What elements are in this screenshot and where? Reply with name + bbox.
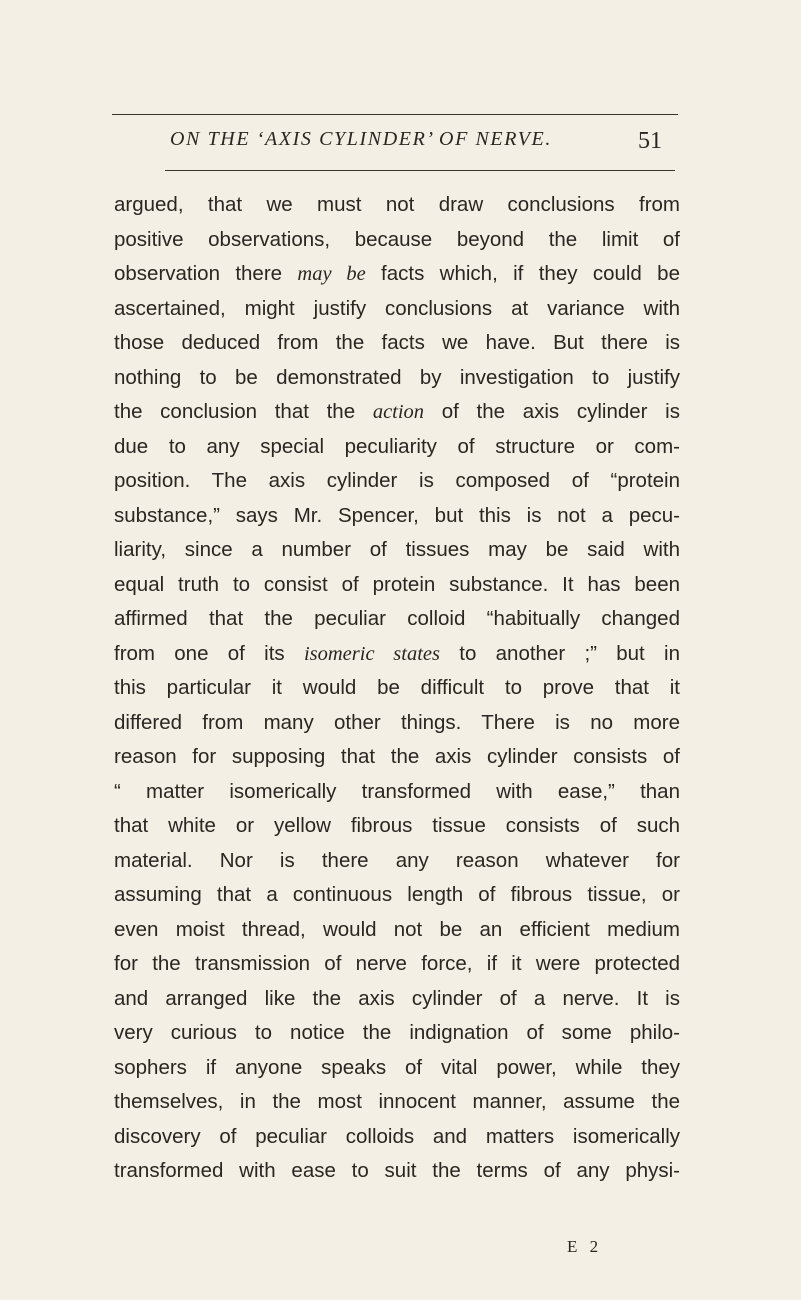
signature-mark: E 2 bbox=[567, 1237, 603, 1256]
text-line bbox=[114, 1154, 680, 1189]
text-segment: due to any special peculiarity of structure or com- bbox=[114, 434, 680, 458]
text-segment: from one of its bbox=[114, 641, 304, 665]
text-line bbox=[114, 913, 680, 948]
header-rule-top bbox=[112, 114, 678, 115]
text-line bbox=[114, 223, 680, 258]
text-segment: that white or yellow fibrous tissue consists of such bbox=[114, 814, 680, 837]
text-line bbox=[114, 671, 680, 706]
text-line bbox=[114, 533, 680, 568]
text-line bbox=[114, 568, 680, 603]
text-line bbox=[114, 878, 680, 913]
text-segment: material. Nor is there any reason whatever for bbox=[114, 848, 680, 872]
text-segment: nothing to be demonstrated by investigation to justify bbox=[114, 365, 680, 389]
text-line bbox=[114, 809, 680, 844]
italic-segment: isomeric states bbox=[303, 642, 440, 665]
text-line bbox=[114, 602, 680, 637]
text-segment: equal truth to consist of protein substance. It has been bbox=[114, 572, 680, 596]
text-segment: liarity, since a number of tissues may be said with bbox=[114, 538, 680, 561]
text-line bbox=[114, 947, 680, 982]
text-segment: themselves, in the most innocent manner, assume the bbox=[114, 1090, 680, 1113]
text-segment: even moist thread, would not be an efficient medium bbox=[114, 917, 680, 941]
text-segment: the conclusion that the bbox=[114, 400, 373, 423]
text-line bbox=[114, 1051, 680, 1086]
text-line bbox=[114, 326, 680, 361]
text-line bbox=[114, 775, 680, 810]
text-line bbox=[114, 706, 680, 741]
text-segment: ascertained, might justify conclusions at variance with bbox=[114, 296, 680, 320]
text-segment: “ matter isomerically transformed with ease,” than bbox=[114, 779, 680, 803]
header-rule-bottom bbox=[165, 170, 675, 171]
text-line bbox=[114, 499, 680, 534]
text-line bbox=[114, 1085, 680, 1120]
text-line bbox=[114, 188, 680, 223]
text-line bbox=[114, 361, 680, 396]
text-line bbox=[114, 395, 680, 430]
text-segment: position. The axis cylinder is composed of “protein bbox=[114, 469, 680, 492]
text-segment: positive observations, because beyond the limit of bbox=[114, 227, 680, 251]
text-segment: those deduced from the facts we have. But there is bbox=[114, 331, 680, 354]
text-line bbox=[114, 292, 680, 327]
page-number: 51 bbox=[638, 128, 662, 154]
italic-segment: action bbox=[372, 401, 425, 423]
text-segment: this particular it would be difficult to prove that it bbox=[114, 676, 680, 699]
text-line bbox=[114, 257, 680, 292]
text-segment: transformed with ease to suit the terms of any physi- bbox=[114, 1159, 680, 1182]
text-segment: to another ;” but in bbox=[439, 641, 680, 665]
italic-segment: may be bbox=[297, 263, 366, 285]
text-segment: sophers if anyone speaks of vital power, while they bbox=[114, 1055, 680, 1079]
text-segment: and arranged like the axis cylinder of a nerve. It is bbox=[114, 986, 680, 1010]
text-line bbox=[114, 1016, 680, 1051]
text-line bbox=[114, 982, 680, 1017]
running-head: ON THE ‘AXIS CYLINDER’ OF NERVE. bbox=[170, 128, 552, 150]
text-line bbox=[114, 844, 680, 879]
body-text bbox=[114, 188, 680, 1189]
text-segment: facts which, if they could be bbox=[365, 262, 680, 285]
text-segment: of the axis cylinder is bbox=[424, 400, 680, 423]
text-segment: assuming that a continuous length of fibrous tissue, or bbox=[114, 883, 680, 906]
text-line bbox=[114, 430, 680, 465]
text-segment: substance,” says Mr. Spencer, but this is not a pecu- bbox=[114, 503, 680, 527]
text-line bbox=[114, 464, 680, 499]
text-segment: differed from many other things. There is no more bbox=[114, 710, 680, 734]
text-segment: argued, that we must not draw conclusions from bbox=[114, 193, 680, 216]
text-line bbox=[114, 740, 680, 775]
text-segment: observation there bbox=[114, 262, 298, 285]
text-segment: reason for supposing that the axis cylinder consists of bbox=[114, 745, 680, 768]
text-segment: affirmed that the peculiar colloid “habitually changed bbox=[114, 607, 680, 630]
text-line bbox=[114, 637, 680, 672]
text-segment: for the transmission of nerve force, if it were protected bbox=[114, 952, 680, 975]
text-segment: discovery of peculiar colloids and matters isomerically bbox=[114, 1124, 680, 1148]
text-segment: very curious to notice the indignation of some philo- bbox=[114, 1021, 680, 1044]
text-line bbox=[114, 1120, 680, 1155]
